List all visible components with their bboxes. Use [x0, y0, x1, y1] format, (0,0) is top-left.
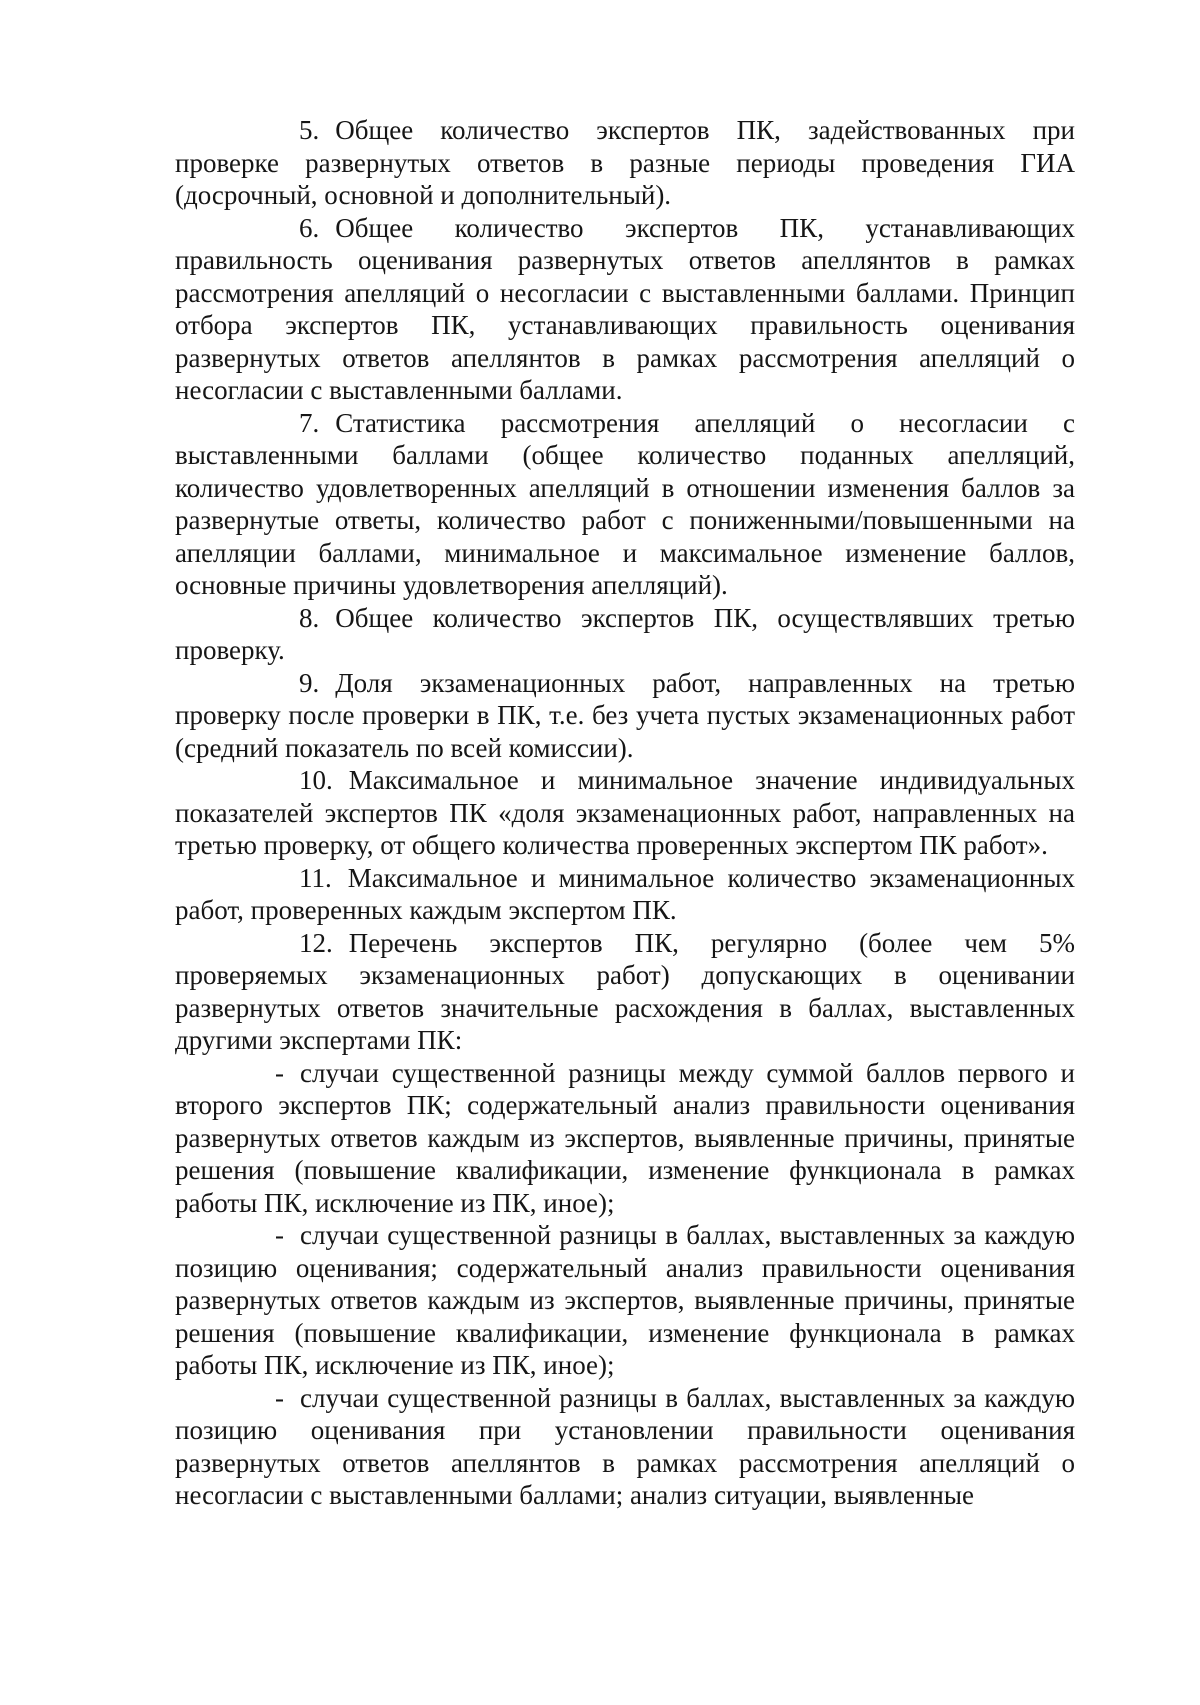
list-item-7: [175, 407, 1075, 602]
item-text: Перечень экспертов ПК, регулярно (более чем 5% проверяемых экзаменационных работ) допускающих в оценивании развернутых ответов значительные расхождения в баллах, выставленных другими экспертами ПК:: [175, 927, 1075, 1055]
item-number: 10.: [299, 765, 333, 795]
list-item-9: [175, 667, 1075, 765]
item-number: 11.: [299, 862, 332, 893]
bullet-dash: -: [275, 1057, 284, 1088]
item-number: 6.: [299, 212, 320, 243]
item-number: 9.: [299, 667, 320, 698]
item-text: Общее количество экспертов ПК, устанавливающих правильность оценивания развернутых ответов апеллянтов в рамках рассмотрения апелляций о несогласии с выставленными баллами. Принцип отбора экспертов ПК, устанавливающих правильность оценивания развернутых ответов апеллянтов в рамках рассмотрения апелляций о несогласии с выставленными баллами.: [175, 212, 1075, 405]
item-text: Максимальное и минимальное значение индивидуальных показателей экспертов ПК «доля экзаменационных работ, направленных на третью проверку, от общего количества проверенных экспертом ПК работ».: [175, 765, 1075, 860]
item-text: Общее количество экспертов ПК, осуществлявших третью проверку.: [175, 602, 1075, 665]
bullet-item: [175, 1057, 1075, 1220]
list-item-6: [175, 212, 1075, 407]
item-text: Статистика рассмотрения апелляций о несогласии с выставленными баллами (общее количество поданных апелляций, количество удовлетворенных апелляций в отношении изменения баллов за развернутые ответы, количество работ с пониженными/повышенными на апелляции баллами, минимальное и максимальное изменение баллов, основные причины удовлетворения апелляций).: [175, 407, 1075, 600]
list-item-5: [175, 114, 1075, 212]
bullet-text: случаи существенной разницы между суммой баллов первого и второго экспертов ПК; содержательный анализ правильности оценивания развернутых ответов каждым из экспертов, выявленные причины, принятые решения (повышение квалификации, изменение функционала в рамках работы ПК, исключение из ПК, иное);: [175, 1057, 1075, 1218]
item-text: Доля экзаменационных работ, направленных на третью проверку после проверки в ПК, т.е. без учета пустых экзаменационных работ (средний показатель по всей комиссии).: [175, 667, 1075, 763]
list-item-11: [175, 862, 1075, 927]
item-text: Максимальное и минимальное количество экзаменационных работ, проверенных каждым экспертом ПК.: [175, 862, 1075, 925]
item-number: 12.: [299, 927, 333, 958]
list-item-12: [175, 927, 1075, 1057]
item-number: 8.: [299, 602, 320, 633]
bullet-dash: -: [275, 1220, 284, 1250]
bullet-dash: -: [275, 1382, 284, 1413]
bullet-text: случаи существенной разницы в баллах, выставленных за каждую позицию оценивания; содержательный анализ правильности оценивания развернутых ответов каждым из экспертов, выявленные причины, принятые решения (повышение квалификации, изменение функционала в рамках работы ПК, исключение из ПК, иное);: [175, 1220, 1075, 1380]
bullet-item: [175, 1219, 1075, 1382]
list-item-10: [175, 764, 1075, 862]
bullet-text: случаи существенной разницы в баллах, выставленных за каждую позицию оценивания при установлении правильности оценивания развернутых ответов апеллянтов в рамках рассмотрения апелляций о несогласии с выставленными баллами; анализ ситуации, выявленные: [175, 1382, 1075, 1510]
item-number: 5.: [299, 115, 320, 145]
bullet-item: [175, 1382, 1075, 1512]
item-number: 7.: [299, 407, 320, 438]
item-text: Общее количество экспертов ПК, задействованных при проверке развернутых ответов в разные периоды проведения ГИА (досрочный, основной и дополнительный).: [175, 115, 1075, 210]
document-page: [175, 114, 1075, 1512]
list-item-8: [175, 602, 1075, 667]
